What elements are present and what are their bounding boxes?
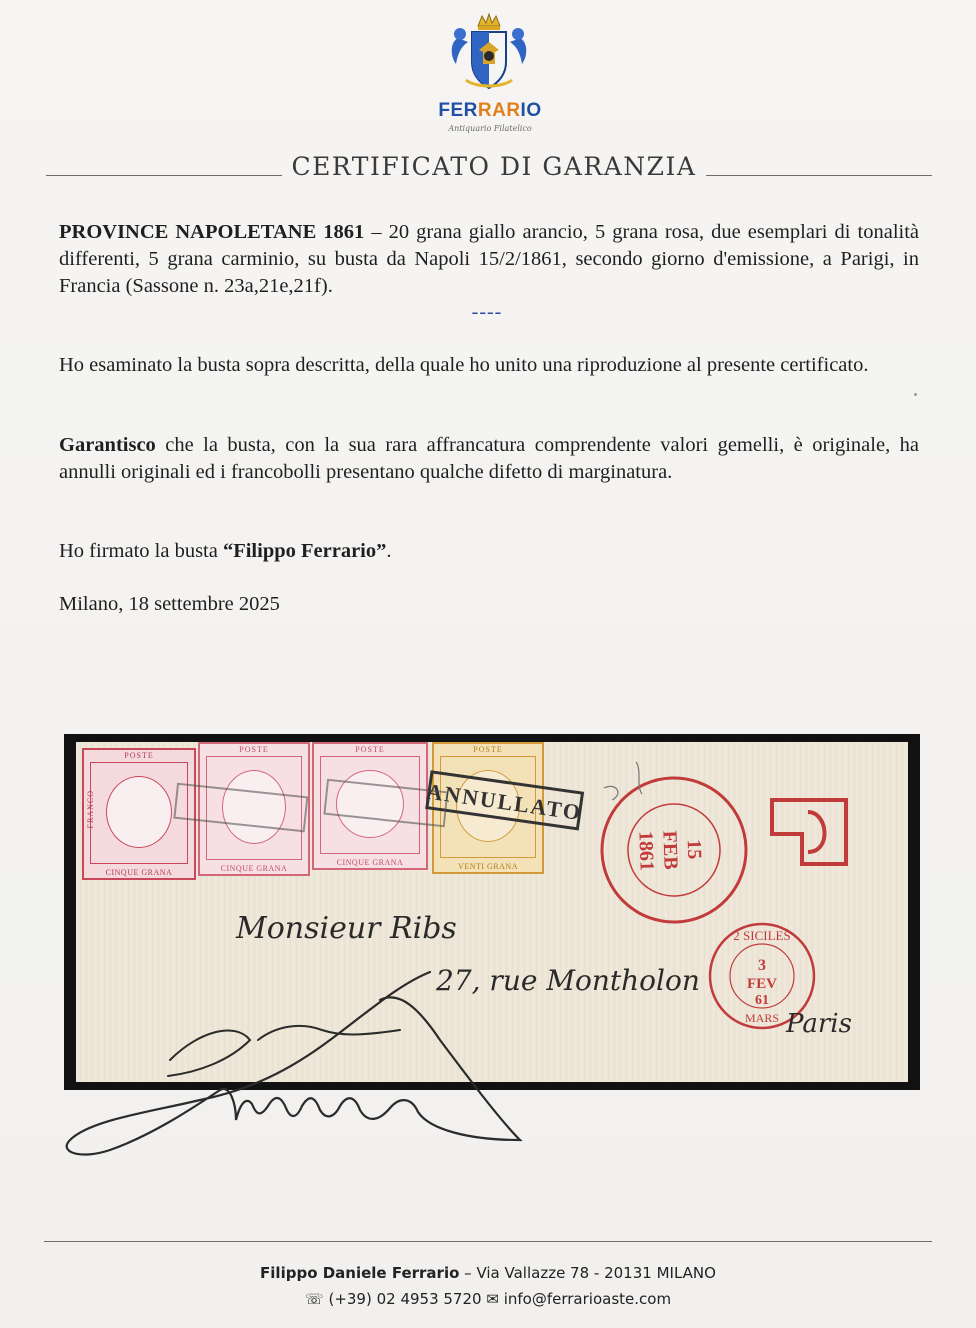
entry-top: 2 SICILES <box>733 928 791 943</box>
brand-tagline: Antiquario Filatelico <box>448 124 532 133</box>
place-date: Milano, 18 settembre 2025 <box>59 593 280 615</box>
signed-before: Ho firmato la busta <box>59 540 223 562</box>
stamp-top-label: POSTE <box>355 745 385 754</box>
address-line-1: Monsieur Ribs <box>236 911 457 946</box>
stamp-top-label: POSTE <box>239 745 269 754</box>
entry-year: 61 <box>755 993 769 1008</box>
examined-statement: Ho esaminato la busta sopra descritta, della quale ho unito una riproduzione al presente certificato. <box>59 354 869 376</box>
footer-phone[interactable]: (+39) 02 4953 5720 <box>328 1290 482 1308</box>
stamp-value-label: CINQUE GRANA <box>220 864 288 873</box>
stamp-value-label: CINQUE GRANA <box>336 858 404 867</box>
address-line-2: 27, rue Montholon <box>436 964 700 997</box>
guarantee-lead: Garantisco <box>59 434 156 456</box>
signed-name: “Filippo Ferrario” <box>222 540 387 562</box>
napoli-month: FEB <box>658 830 682 870</box>
signed-after: . <box>386 540 392 562</box>
address-line-3: Paris <box>786 1009 852 1039</box>
item-text: – 20 grana giallo arancio, 5 grana rosa, due esemplari di tonalità differenti, 5 grana carminio, su busta da Napoli 15/2/1861, secondo giorno d'emissione, a Parigi, in Francia (Sassone n. 23a,21e,21f). <box>59 221 920 297</box>
entry-day: 3 <box>758 957 766 974</box>
stamp-top-label: POSTE <box>124 751 154 760</box>
phone-icon: ☏ <box>304 1290 324 1308</box>
napoli-year: 1861 <box>634 830 658 872</box>
brand-part-1: FER <box>438 100 478 121</box>
stamp-value-label: VENTI GRANA <box>458 862 518 871</box>
stamp-top-label: POSTE <box>473 745 503 754</box>
separator: ---- <box>471 301 503 323</box>
certificate-title: CERTIFICATO DI GARANZIA <box>291 152 697 181</box>
entry-month: FEV <box>747 976 777 992</box>
item-lead: PROVINCE NAPOLETANE 1861 <box>59 221 365 243</box>
footer-email[interactable]: info@ferrarioaste.com <box>503 1290 672 1308</box>
footer-contacts <box>0 1290 976 1308</box>
footer-street: – Via Vallazze 78 - 20131 MILANO <box>459 1264 716 1282</box>
footer-address <box>0 1264 976 1282</box>
brand-part-3: IO <box>520 100 542 121</box>
annullato-text: ANNULLATO <box>425 778 584 826</box>
entry-bottom: MARS <box>744 1011 780 1025</box>
footer-name: Filippo Daniele Ferrario <box>260 1264 460 1282</box>
napoli-day: 15 <box>682 838 706 860</box>
guarantee-text: che la busta, con la sua rara affrancatura comprendente valori gemelli, è originale, ha annulli originali ed i francobolli presentano qualche difetto di marginatura. <box>59 434 919 483</box>
brand-part-2: RAR <box>477 100 521 121</box>
stamp-value-label: CINQUE GRANA <box>105 868 173 877</box>
envelope-icon: ✉ <box>486 1290 499 1308</box>
stamp-side-label: FRANCO <box>86 790 95 829</box>
footer-rule <box>44 1241 932 1242</box>
